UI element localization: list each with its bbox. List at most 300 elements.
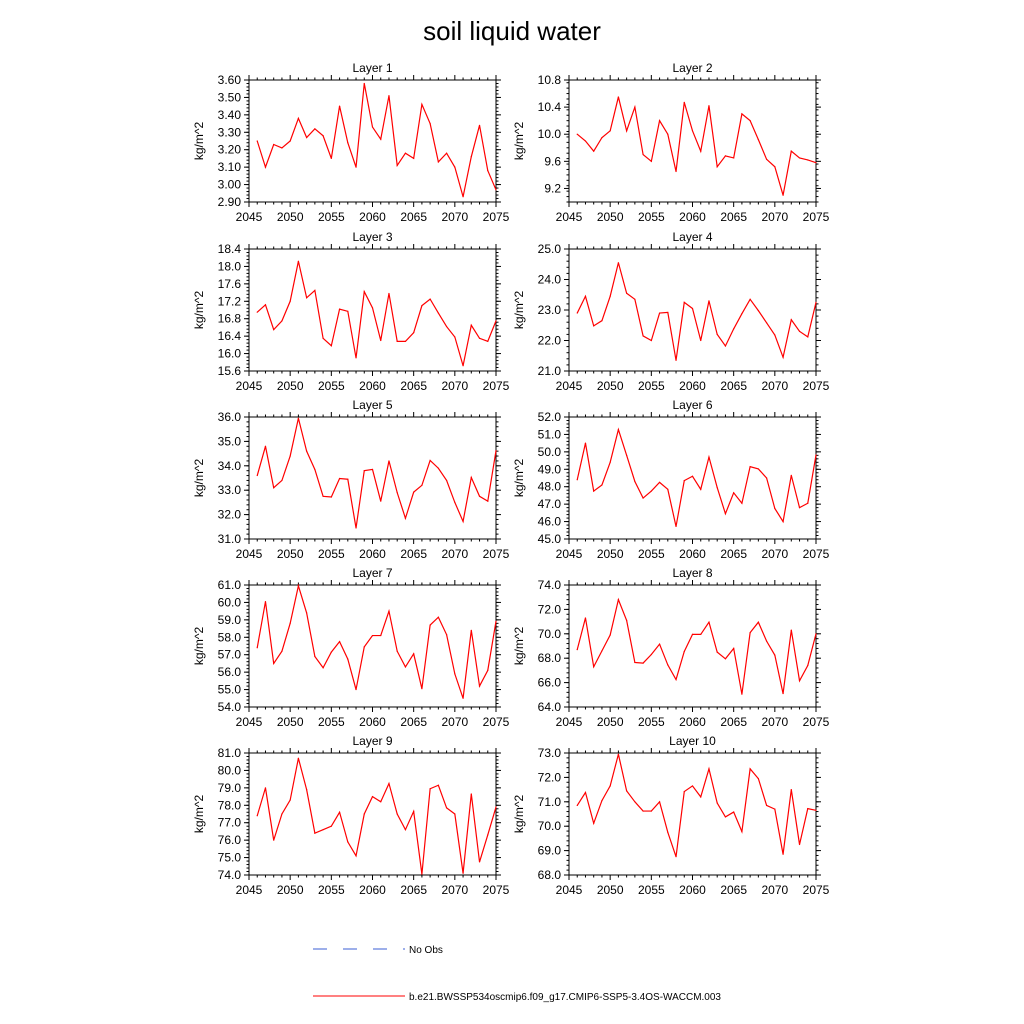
y-tick-label: 57.0: [217, 647, 241, 662]
data-point: [799, 157, 800, 158]
data-point: [364, 291, 365, 292]
data-point: [495, 450, 496, 451]
data-point: [717, 652, 718, 653]
x-tick-label: 2045: [235, 883, 263, 897]
data-point: [257, 140, 258, 141]
data-point: [314, 469, 315, 470]
data-point: [675, 856, 676, 857]
data-point: [388, 460, 389, 461]
data-point: [462, 365, 463, 366]
x-tick-label: 2075: [802, 883, 830, 897]
y-tick-label: 10.8: [537, 73, 561, 87]
data-point: [758, 310, 759, 311]
data-point: [766, 641, 767, 642]
y-tick-label: 60.0: [217, 595, 241, 610]
x-tick-label: 2055: [637, 883, 665, 897]
data-point: [643, 662, 644, 663]
x-tick-label: 2060: [679, 547, 706, 561]
data-point: [430, 299, 431, 300]
data-point: [487, 170, 488, 171]
panel-title: Layer 8: [672, 566, 713, 580]
x-tick-label: 2055: [637, 379, 665, 393]
data-point: [487, 501, 488, 502]
x-tick-label: 2075: [802, 547, 830, 561]
y-axis-label: kg/m^2: [512, 794, 526, 834]
panel-10: [512, 734, 830, 897]
y-tick-label: 35.0: [217, 434, 241, 449]
panels-group: [192, 61, 830, 897]
data-point: [610, 296, 611, 297]
data-point: [405, 341, 406, 342]
data-point: [585, 140, 586, 141]
data-point: [807, 159, 808, 160]
panel-7: [192, 566, 510, 729]
y-tick-label: 76.0: [217, 833, 241, 848]
data-point: [421, 874, 422, 875]
data-point: [290, 301, 291, 302]
data-point: [791, 151, 792, 152]
data-point: [626, 790, 627, 791]
data-point: [725, 345, 726, 346]
x-tick-label: 2050: [276, 379, 304, 393]
data-point: [774, 809, 775, 810]
data-point: [471, 793, 472, 794]
x-tick-label: 2065: [720, 715, 748, 729]
x-tick-label: 2055: [637, 715, 665, 729]
y-tick-label: 61.0: [217, 578, 241, 592]
y-tick-label: 23.0: [537, 303, 561, 317]
data-point: [495, 806, 496, 807]
panel-8: [512, 566, 830, 729]
series-line: [577, 754, 816, 856]
x-tick-label: 2070: [441, 379, 469, 393]
legend-no-obs-label: No Obs: [409, 945, 443, 956]
data-point: [306, 451, 307, 452]
data-point: [601, 484, 602, 485]
data-point: [281, 480, 282, 481]
y-tick-label: 73.0: [537, 746, 561, 760]
data-point: [372, 469, 373, 470]
data-point: [815, 810, 816, 811]
x-tick-label: 2070: [761, 379, 789, 393]
y-axis-label: kg/m^2: [512, 626, 526, 666]
series-line: [257, 586, 496, 698]
data-point: [479, 338, 480, 339]
data-point: [791, 319, 792, 320]
data-point: [577, 805, 578, 806]
data-point: [750, 768, 751, 769]
x-tick-label: 2050: [596, 883, 624, 897]
data-point: [339, 309, 340, 310]
data-point: [577, 312, 578, 313]
data-point: [438, 785, 439, 786]
y-axis-label: kg/m^2: [192, 121, 206, 161]
data-point: [782, 693, 783, 694]
data-point: [782, 854, 783, 855]
panel-title: Layer 1: [352, 61, 393, 75]
data-point: [265, 167, 266, 168]
x-tick-label: 2070: [761, 715, 789, 729]
data-point: [675, 360, 676, 361]
x-tick-label: 2050: [596, 547, 624, 561]
data-point: [618, 429, 619, 430]
data-point: [372, 126, 373, 127]
data-point: [577, 649, 578, 650]
data-point: [372, 796, 373, 797]
x-tick-label: 2055: [637, 547, 665, 561]
x-tick-label: 2070: [441, 210, 469, 224]
data-point: [323, 338, 324, 339]
data-point: [807, 336, 808, 337]
data-point: [782, 357, 783, 358]
data-point: [585, 443, 586, 444]
x-tick-label: 2060: [359, 883, 386, 897]
data-point: [791, 475, 792, 476]
data-point: [750, 120, 751, 121]
data-point: [405, 518, 406, 519]
data-point: [462, 873, 463, 874]
y-tick-label: 49.0: [537, 462, 561, 477]
data-point: [487, 341, 488, 342]
y-tick-label: 15.6: [217, 364, 241, 378]
y-tick-label: 25.0: [537, 242, 561, 256]
y-tick-label: 72.0: [537, 602, 561, 617]
series-line: [577, 97, 816, 195]
data-point: [601, 137, 602, 138]
y-tick-label: 17.6: [217, 276, 241, 291]
data-point: [347, 841, 348, 842]
series-line: [577, 263, 816, 361]
data-point: [273, 329, 274, 330]
data-point: [471, 325, 472, 326]
data-point: [388, 611, 389, 612]
data-point: [799, 680, 800, 681]
data-point: [643, 154, 644, 155]
data-point: [454, 673, 455, 674]
data-point: [273, 487, 274, 488]
data-point: [257, 312, 258, 313]
data-point: [487, 834, 488, 835]
data-point: [667, 489, 668, 490]
y-tick-label: 3.30: [217, 125, 241, 140]
data-point: [487, 670, 488, 671]
data-point: [454, 813, 455, 814]
data-point: [438, 161, 439, 162]
data-point: [265, 787, 266, 788]
data-point: [479, 125, 480, 126]
data-point: [413, 492, 414, 493]
data-point: [626, 455, 627, 456]
data-point: [479, 496, 480, 497]
y-tick-label: 3.10: [217, 160, 241, 175]
y-tick-label: 56.0: [217, 665, 241, 680]
plot-frame: [249, 417, 496, 539]
panel-6: [512, 398, 830, 561]
data-point: [405, 666, 406, 667]
data-point: [298, 585, 299, 586]
x-tick-label: 2055: [317, 210, 345, 224]
data-point: [692, 785, 693, 786]
series-line: [257, 83, 496, 196]
series-line: [257, 261, 496, 366]
y-tick-label: 74.0: [537, 578, 561, 592]
x-tick-label: 2075: [802, 210, 830, 224]
y-tick-label: 33.0: [217, 483, 241, 498]
panel-1: [192, 61, 510, 224]
x-tick-label: 2060: [359, 547, 386, 561]
data-point: [281, 813, 282, 814]
x-tick-label: 2065: [400, 379, 428, 393]
data-point: [766, 159, 767, 160]
data-point: [799, 844, 800, 845]
data-point: [675, 679, 676, 680]
data-point: [593, 666, 594, 667]
data-point: [421, 305, 422, 306]
data-point: [355, 689, 356, 690]
data-point: [405, 829, 406, 830]
y-tick-label: 9.2: [544, 181, 561, 196]
data-point: [298, 758, 299, 759]
y-tick-label: 16.8: [217, 311, 241, 326]
data-point: [314, 833, 315, 834]
x-tick-label: 2065: [720, 210, 748, 224]
data-point: [257, 815, 258, 816]
data-point: [331, 496, 332, 497]
data-point: [430, 460, 431, 461]
y-tick-label: 21.0: [537, 364, 561, 378]
plot-frame: [569, 585, 816, 707]
data-point: [454, 502, 455, 503]
data-point: [651, 654, 652, 655]
data-point: [675, 526, 676, 527]
data-point: [380, 801, 381, 802]
data-point: [446, 634, 447, 635]
y-axis-label: kg/m^2: [192, 626, 206, 666]
data-point: [306, 297, 307, 298]
x-tick-label: 2065: [400, 210, 428, 224]
y-tick-label: 17.2: [217, 294, 241, 309]
y-tick-label: 64.0: [537, 700, 561, 714]
data-point: [708, 105, 709, 106]
data-point: [692, 308, 693, 309]
data-point: [314, 656, 315, 657]
y-tick-label: 10.0: [537, 127, 561, 142]
data-point: [355, 527, 356, 528]
y-axis-label: kg/m^2: [192, 458, 206, 498]
data-point: [626, 130, 627, 131]
panel-title: Layer 7: [352, 566, 393, 580]
data-point: [758, 622, 759, 623]
y-tick-label: 3.60: [217, 73, 241, 87]
data-point: [257, 475, 258, 476]
data-point: [733, 492, 734, 493]
y-tick-label: 31.0: [217, 532, 241, 546]
data-point: [585, 617, 586, 618]
data-point: [815, 454, 816, 455]
x-tick-label: 2055: [317, 547, 345, 561]
data-point: [355, 357, 356, 358]
x-tick-label: 2060: [359, 715, 386, 729]
data-point: [725, 513, 726, 514]
data-point: [347, 311, 348, 312]
panel-2: [512, 61, 830, 224]
data-point: [347, 658, 348, 659]
x-tick-label: 2055: [317, 379, 345, 393]
x-tick-label: 2075: [482, 210, 510, 224]
data-point: [708, 456, 709, 457]
data-point: [446, 807, 447, 808]
data-point: [684, 651, 685, 652]
data-point: [430, 123, 431, 124]
data-point: [634, 801, 635, 802]
y-tick-label: 70.0: [537, 626, 561, 641]
data-point: [651, 490, 652, 491]
data-point: [388, 95, 389, 96]
data-point: [298, 118, 299, 119]
y-tick-label: 10.4: [537, 100, 561, 115]
data-point: [438, 617, 439, 618]
x-tick-label: 2070: [761, 547, 789, 561]
data-point: [298, 261, 299, 262]
data-point: [750, 299, 751, 300]
data-point: [397, 165, 398, 166]
panel-title: Layer 10: [669, 734, 716, 748]
data-point: [643, 335, 644, 336]
panel-title: Layer 5: [352, 398, 393, 412]
data-point: [791, 789, 792, 790]
panel-title: Layer 4: [672, 230, 713, 244]
x-tick-label: 2050: [596, 379, 624, 393]
data-point: [339, 641, 340, 642]
x-tick-label: 2045: [555, 883, 583, 897]
data-point: [471, 630, 472, 631]
data-point: [380, 139, 381, 140]
data-point: [421, 104, 422, 105]
data-point: [471, 477, 472, 478]
data-point: [626, 293, 627, 294]
data-point: [471, 156, 472, 157]
x-tick-label: 2075: [802, 379, 830, 393]
x-tick-label: 2060: [679, 883, 706, 897]
y-tick-label: 3.20: [217, 142, 241, 157]
data-point: [618, 599, 619, 600]
data-point: [372, 635, 373, 636]
figure-title: soil liquid water: [423, 16, 601, 46]
data-point: [273, 840, 274, 841]
x-tick-label: 2075: [802, 715, 830, 729]
data-point: [323, 667, 324, 668]
data-point: [585, 792, 586, 793]
data-point: [733, 157, 734, 158]
data-point: [388, 783, 389, 784]
data-point: [700, 796, 701, 797]
data-point: [700, 489, 701, 490]
data-point: [380, 340, 381, 341]
data-point: [593, 325, 594, 326]
y-tick-label: 24.0: [537, 272, 561, 287]
data-point: [717, 334, 718, 335]
data-point: [339, 106, 340, 107]
y-tick-label: 77.0: [217, 815, 241, 830]
series-line: [577, 600, 816, 695]
legend: [313, 945, 721, 1003]
data-point: [807, 665, 808, 666]
data-point: [430, 624, 431, 625]
data-point: [331, 826, 332, 827]
data-point: [799, 507, 800, 508]
data-point: [717, 487, 718, 488]
x-tick-label: 2055: [637, 210, 665, 224]
data-point: [601, 800, 602, 801]
x-tick-label: 2050: [276, 210, 304, 224]
data-point: [659, 482, 660, 483]
data-point: [774, 166, 775, 167]
data-point: [807, 808, 808, 809]
data-point: [364, 646, 365, 647]
x-tick-label: 2075: [482, 883, 510, 897]
y-tick-label: 3.00: [217, 177, 241, 192]
y-tick-label: 81.0: [217, 746, 241, 760]
data-point: [413, 653, 414, 654]
data-point: [659, 120, 660, 121]
plot-frame: [569, 80, 816, 202]
data-point: [339, 478, 340, 479]
y-axis-label: kg/m^2: [512, 458, 526, 498]
x-tick-label: 2065: [400, 547, 428, 561]
x-tick-label: 2050: [596, 715, 624, 729]
y-axis-label: kg/m^2: [512, 121, 526, 161]
x-tick-label: 2065: [400, 883, 428, 897]
data-point: [462, 698, 463, 699]
data-point: [643, 497, 644, 498]
data-point: [306, 789, 307, 790]
data-point: [634, 107, 635, 108]
data-point: [610, 785, 611, 786]
data-point: [618, 262, 619, 263]
data-point: [298, 418, 299, 419]
data-point: [454, 167, 455, 168]
data-point: [750, 466, 751, 467]
data-point: [454, 336, 455, 337]
data-point: [782, 195, 783, 196]
data-point: [807, 503, 808, 504]
y-tick-label: 51.0: [537, 427, 561, 442]
y-tick-label: 68.0: [537, 651, 561, 666]
y-tick-label: 47.0: [537, 497, 561, 512]
x-tick-label: 2060: [359, 379, 386, 393]
data-point: [323, 135, 324, 136]
data-point: [446, 153, 447, 154]
x-tick-label: 2045: [235, 379, 263, 393]
x-tick-label: 2070: [761, 210, 789, 224]
data-point: [651, 810, 652, 811]
data-point: [290, 455, 291, 456]
data-point: [692, 634, 693, 635]
data-point: [667, 832, 668, 833]
data-point: [265, 601, 266, 602]
data-point: [651, 340, 652, 341]
data-point: [601, 320, 602, 321]
data-point: [462, 521, 463, 522]
y-tick-label: 50.0: [537, 444, 561, 459]
data-point: [601, 650, 602, 651]
panel-title: Layer 6: [672, 398, 713, 412]
x-tick-label: 2075: [482, 547, 510, 561]
data-point: [708, 622, 709, 623]
data-point: [741, 831, 742, 832]
data-point: [290, 140, 291, 141]
data-point: [438, 312, 439, 313]
